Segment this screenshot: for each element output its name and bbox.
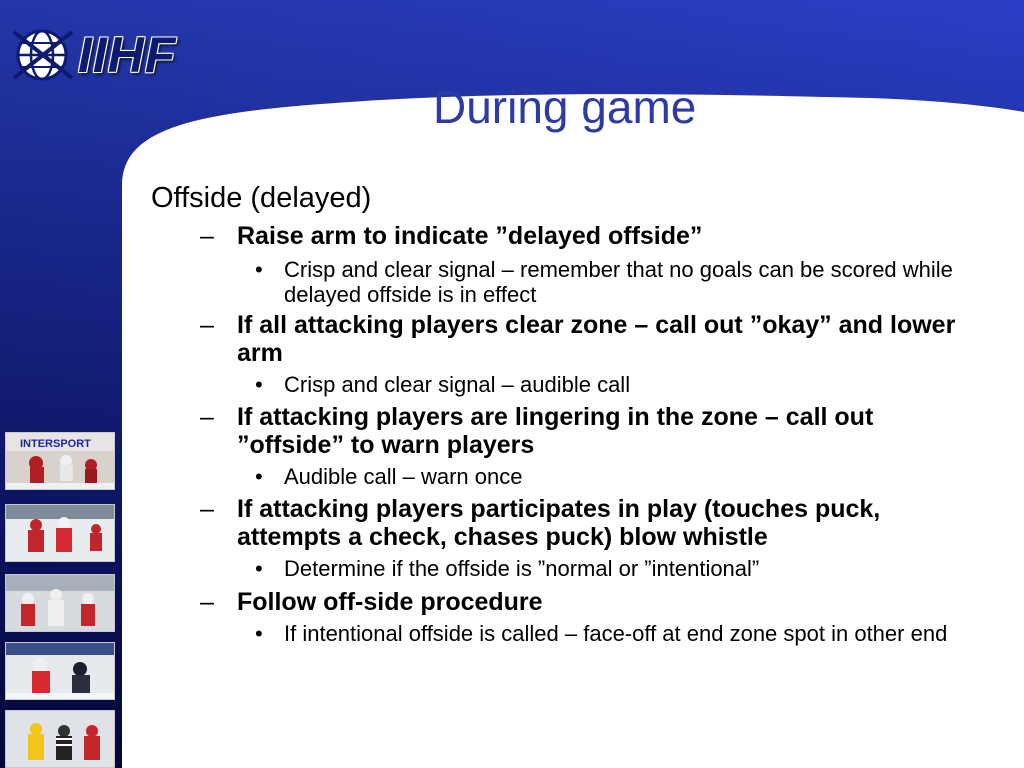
dash-marker: – [200,588,214,616]
logo-text: IIHF [78,27,177,83]
bullet-marker: • [255,556,263,581]
list-item-text: Follow off-side procedure [237,588,543,616]
list-item-text: If attacking players participates in play (touches puck, attempts a check, chases puck) blow whistle [237,495,881,551]
sub-list-item [255,464,974,489]
bullet-marker: • [255,372,263,397]
bullet-marker: • [255,257,263,282]
bullet-marker: • [255,621,263,646]
dash-marker: – [200,311,214,339]
sub-list-item [255,621,974,646]
list-item [200,222,977,250]
sub-list-item-text: Audible call – warn once [284,464,523,489]
sub-list-item-text: If intentional offside is called – face-off at end zone spot in other end [284,621,948,646]
list-item [200,311,977,367]
sub-list-item [255,257,974,307]
dash-marker: – [200,403,214,431]
list-item [200,403,977,459]
bullet-marker: • [255,464,263,489]
list-item-text: If attacking players are lingering in the zone – call out ”offside” to warn players [237,403,874,459]
list-item [200,495,977,551]
sub-list-item-text: Determine if the offside is ”normal or ”intentional” [284,556,760,581]
slide-title: During game [433,81,697,133]
sub-list-item [255,372,974,397]
section-heading: Offside (delayed) [151,182,372,214]
thumbnail-caption: INTERSPORT [20,438,91,450]
sub-list-item-text: Crisp and clear signal – remember that no goals can be scored while delayed offside is in effect [284,257,953,307]
list-item [200,588,977,616]
dash-marker: – [200,222,214,250]
list-item-text: If all attacking players clear zone – call out ”okay” and lower arm [237,311,956,367]
sub-list-item [255,556,974,581]
list-item-text: Raise arm to indicate ”delayed offside” [237,222,703,250]
sub-list-item-text: Crisp and clear signal – audible call [284,372,631,397]
dash-marker: – [200,495,214,523]
